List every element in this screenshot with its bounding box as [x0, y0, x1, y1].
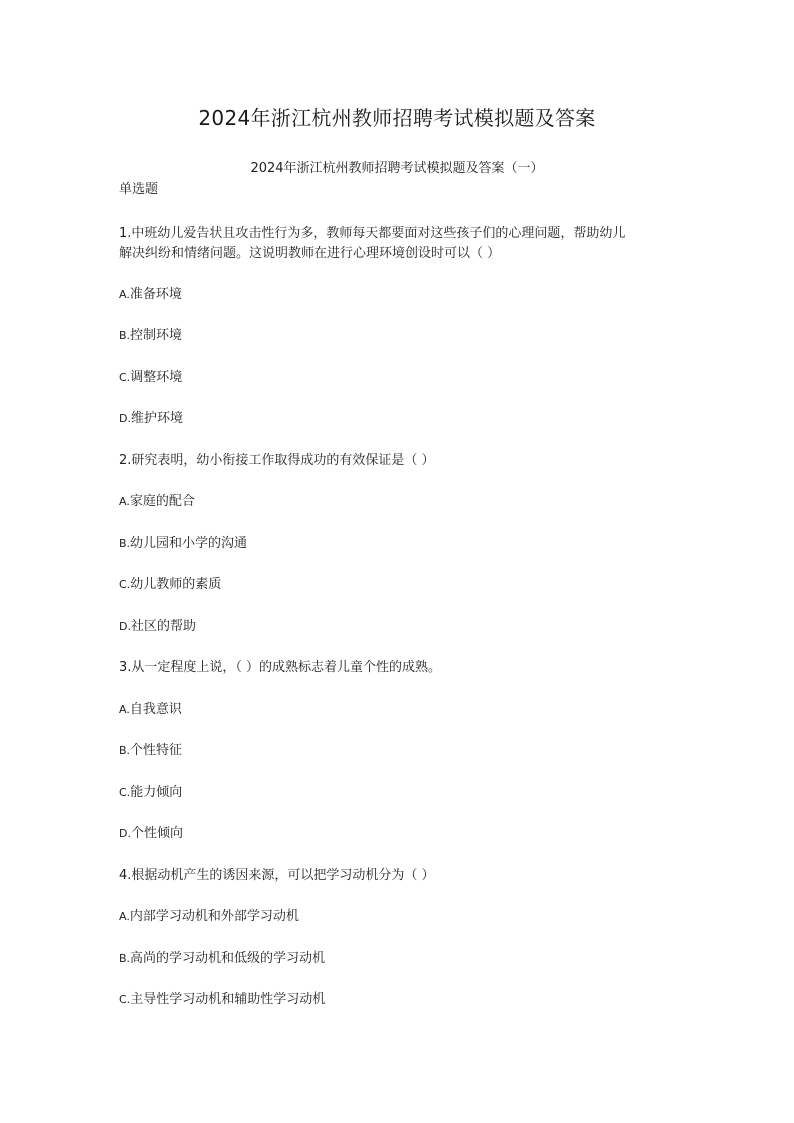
option-label: B.: [119, 744, 131, 757]
option-text: 个性倾向: [130, 826, 183, 841]
question-2-option-b: [119, 534, 247, 554]
option-label: A.: [119, 910, 130, 923]
option-label: D.: [119, 827, 131, 840]
question-2-stem: [119, 451, 679, 471]
option-label: A.: [119, 703, 130, 716]
option-text: 社区的帮助: [130, 619, 196, 634]
option-text: 自我意识: [129, 702, 182, 717]
option-label: D.: [119, 620, 131, 633]
option-label: A.: [119, 495, 130, 508]
question-4-stem: [119, 866, 679, 886]
question-2-stem-line1: 2.研究表明，幼小衔接工作取得成功的有效保证是（ ）: [119, 453, 435, 468]
question-2-option-c: [119, 575, 221, 595]
question-3-option-a: [119, 700, 182, 720]
question-1-stem-line2: 解决纠纷和情绪问题。这说明教师在进行心理环境创设时可以（ ）: [119, 246, 501, 261]
option-label: C.: [119, 993, 131, 1006]
question-3-stem-line1: 3.从一定程度上说，（ ）的成熟标志着儿童个性的成熟。: [119, 660, 442, 675]
option-label: A.: [119, 288, 130, 301]
option-text: 准备环境: [129, 287, 182, 302]
option-text: 幼儿园和小学的沟通: [130, 536, 248, 551]
question-1-option-c: [119, 368, 182, 388]
option-text: 控制环境: [130, 328, 183, 343]
question-3-option-b: [119, 741, 182, 761]
option-label: D.: [119, 412, 131, 425]
option-label: C.: [119, 371, 131, 384]
question-2-option-d: [119, 617, 196, 637]
document-subtitle: 2024年浙江杭州教师招聘考试模拟题及答案（一）: [250, 161, 544, 176]
question-1-stem: [119, 224, 679, 264]
option-label: C.: [119, 578, 131, 591]
document-title: 2024年浙江杭州教师招聘考试模拟题及答案: [198, 106, 596, 130]
option-label: B.: [119, 329, 131, 342]
option-label: C.: [119, 786, 131, 799]
option-label: B.: [119, 952, 131, 965]
question-1-stem-line1: 1.中班幼儿爱告状且攻击性行为多，教师每天都要面对这些孩子们的心理问题，帮助幼儿: [119, 226, 626, 241]
section-heading: 单选题: [119, 182, 159, 197]
option-text: 幼儿教师的素质: [130, 577, 222, 592]
question-3-option-d: [119, 824, 183, 844]
option-text: 个性特征: [130, 743, 183, 758]
question-4-stem-line1: 4.根据动机产生的诱因来源，可以把学习动机分为（ ）: [119, 868, 435, 883]
option-text: 调整环境: [130, 370, 183, 385]
question-3-stem: [119, 658, 679, 678]
question-3-option-c: [119, 783, 182, 803]
option-text: 主导性学习动机和辅助性学习动机: [130, 992, 326, 1007]
question-4-option-c: [119, 990, 325, 1010]
question-1-option-a: [119, 285, 182, 305]
question-1-option-b: [119, 326, 182, 346]
option-label: B.: [119, 537, 131, 550]
option-text: 内部学习动机和外部学习动机: [129, 909, 299, 924]
option-text: 能力倾向: [130, 785, 183, 800]
option-text: 维护环境: [130, 411, 183, 426]
question-4-option-b: [119, 949, 325, 969]
question-2-option-a: [119, 492, 195, 512]
option-text: 高尚的学习动机和低级的学习动机: [130, 951, 326, 966]
question-4-option-a: [119, 907, 299, 927]
question-1-option-d: [119, 409, 183, 429]
option-text: 家庭的配合: [129, 494, 195, 509]
